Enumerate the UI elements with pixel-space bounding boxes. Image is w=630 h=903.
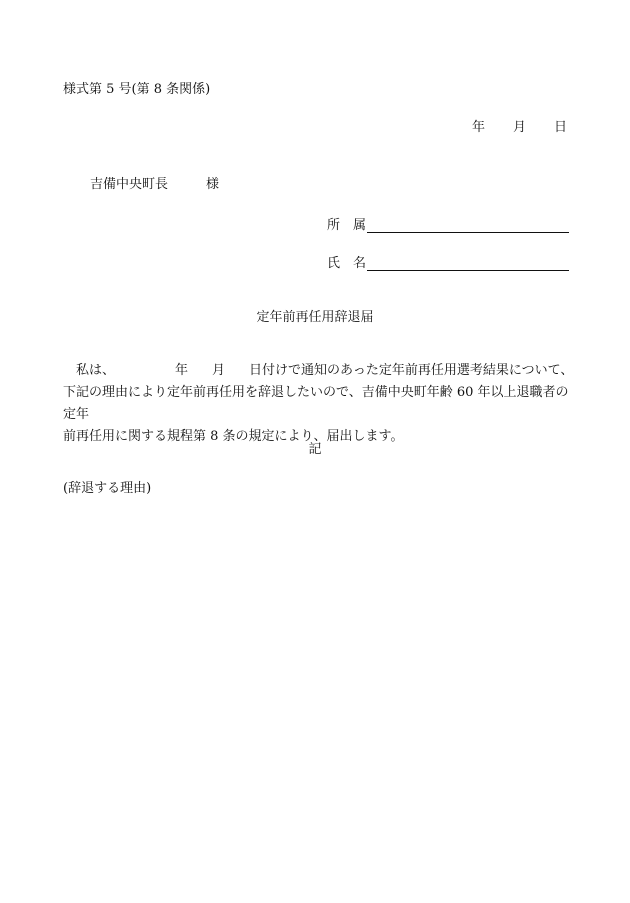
- reason-label: (辞退する理由): [63, 481, 152, 496]
- body-line-2: 下記の理由により定年前再任用を辞退したいので、吉備中央町年齢 60 年以上退職者の定年: [63, 385, 569, 422]
- date-month-label: 月: [512, 120, 526, 135]
- date-day-label: 日: [553, 120, 567, 135]
- date-year-label: 年: [471, 120, 485, 135]
- affiliation-label: 所 属: [327, 218, 367, 233]
- body-line-3: 前再任用に関する規程第 8 条の規定により、届出します。: [63, 429, 404, 444]
- addressee-name: 吉備中央町長: [90, 177, 169, 192]
- form-number: 様式第 5 号(第 8 条関係): [63, 82, 211, 97]
- addressee: [90, 178, 219, 191]
- name-label: 氏 名: [327, 256, 367, 271]
- addressee-honorific: 様: [206, 177, 220, 192]
- affiliation-input-line[interactable]: [367, 218, 569, 233]
- name-field: [327, 252, 569, 271]
- ki-heading: 記: [308, 442, 322, 457]
- body-paragraph: [63, 360, 574, 448]
- document-title: 定年前再任用辞退届: [256, 310, 374, 325]
- affiliation-field: [327, 214, 569, 233]
- date-line: [472, 121, 567, 134]
- body-line-1: 私は、 年 月 日付けで通知のあった定年前再任用選考結果について、: [76, 363, 574, 378]
- name-input-line[interactable]: [367, 256, 569, 271]
